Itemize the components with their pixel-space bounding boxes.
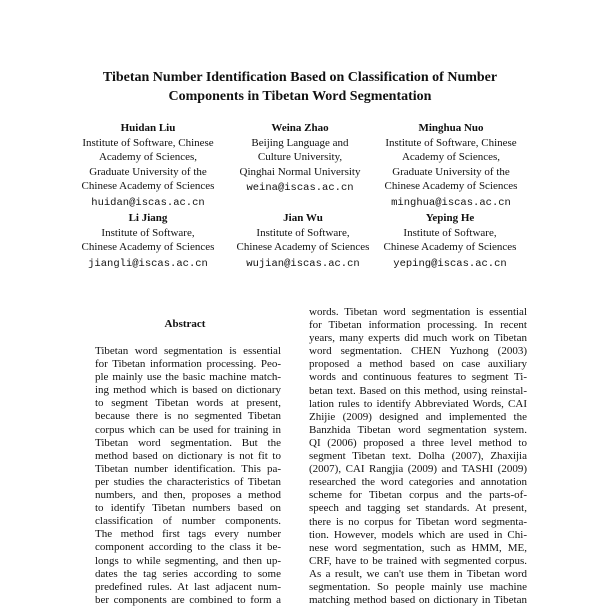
body-line: Zhijie (2009) designed and implemented the [309,410,527,423]
author-name: Weina Zhao [271,122,329,134]
author-affiliation: Graduate University of the [392,165,510,178]
abstract-line: Tibetan word segmentation. But the [95,436,281,449]
author-affiliation: Beijing Language and [251,136,349,149]
body-line: for Tibetan information processing. In recent [309,319,527,332]
author-affiliation: Culture University, [257,151,343,164]
title-line: Components in Tibetan Word Segmentation [168,89,432,104]
author-affiliation: Institute of Software, Chinese [385,136,517,149]
author-email: minghua@iscas.ac.cn [391,196,511,209]
author-affiliation: Chinese Academy of Sciences [236,241,370,254]
author-affiliation: Institute of Software, Chinese [82,136,214,149]
author-affiliation: Graduate University of the [89,165,207,178]
title-line: Tibetan Number Identification Based on Classification of Number [102,70,498,85]
body-line: segmentation. So people mainly use machine [309,580,527,593]
author-name: Huidan Liu [120,122,176,134]
body-line: nese word segmentation, such as HMM, ME, [309,541,527,554]
body-line: tion. However, models which are used in Chi- [309,528,527,541]
author-affiliation: Academy of Sciences, [98,151,198,164]
author-name: Yeping He [425,212,475,224]
author-email: huidan@iscas.ac.cn [91,196,205,209]
abstract-heading: Abstract [164,318,206,330]
author-affiliation: Chinese Academy of Sciences [384,180,518,193]
paper-title [40,68,560,106]
body-line: (2007), CAI Rangjia (2009) and TASHI (2009) [309,463,527,476]
body-line: speech and tagging set standards. At present, [309,502,527,515]
author-affiliation: Chinese Academy of Sciences [383,241,517,254]
abstract-line: to segment Tibetan words at present, [95,397,281,410]
author-affiliation: Chinese Academy of Sciences [81,180,215,193]
abstract-line: classification of number components. [95,515,281,528]
abstract-line: ple mainly use the basic machine match- [95,371,281,384]
author-affiliation: Institute of Software, [256,226,350,239]
abstract-line: longs to while segmenting, and then up- [95,554,281,567]
author-email: wujian@iscas.ac.cn [246,257,360,270]
abstract-line: method based on dictionary is not fit to [95,449,281,462]
author-affiliation: Qinghai Normal University [239,165,361,178]
abstract-line: per studies the characteristics of Tibetan [95,475,281,488]
author-block [68,121,228,211]
body-column-right [309,306,527,607]
abstract-line: for Tibetan information processing. Peo- [95,358,281,371]
body-line: words. Tibetan word segmentation is essential [309,306,527,318]
author-name: Minghua Nuo [418,122,484,134]
body-line: there is no corpus for Tibetan word segmenta- [309,515,527,528]
body-line: As a result, we can't use them in Tibetan word [309,567,527,580]
author-block [368,121,534,211]
abstract-line: component according to the class it be- [95,541,281,554]
body-line: QI (2006) proposed a three level method to [309,436,527,449]
author-affiliation: Institute of Software, [101,226,195,239]
abstract-line: ber components are combined to form a [95,593,281,606]
author-block [222,211,384,271]
body-line: proposed a method based on case auxiliary [309,358,527,371]
author-email: yeping@iscas.ac.cn [393,257,507,270]
author-email: jiangli@iscas.ac.cn [88,257,208,270]
body-line: researched the word categories and annotation [309,476,527,489]
abstract-line: numbers, and then, proposes a method [95,489,281,502]
author-affiliation: Academy of Sciences, [401,151,501,164]
body-line: lation rules to identify Abbreviated Words, CAI [309,397,527,410]
body-line: betan text. Based on this method, using reinstal- [309,384,527,397]
abstract-line: Tibetan number identification. This pa- [95,462,281,475]
body-line: scheme for Tibetan corpus and the parts-of- [309,489,527,502]
body-line: segment Tibetan text. Dolha (2007), Zhaxijia [309,450,527,463]
author-name: Li Jiang [128,212,168,224]
author-affiliation: Institute of Software, [403,226,497,239]
abstract-line: predefined rules. At last adjacent num- [95,580,281,593]
body-line: CRF, have to be trained with segmented corpus. [309,554,527,567]
body-line: Banzhida Tibetan word segmentation system. [309,423,527,436]
body-line: words and continuous features to segment Ti- [309,371,527,384]
abstract-line: ing method which is based on dictionary [95,384,281,397]
abstract-line: because there is no segmented Tibetan [95,410,281,423]
body-line: word segmentation. CHEN Yuzhong (2003) [309,345,527,358]
body-line: years, many experts did much work on Tibetan [309,332,527,345]
abstract-line: The method first tags every number [95,528,281,541]
author-block [220,121,380,196]
author-block [364,211,536,271]
abstract-line: to identify Tibetan numbers based on [95,502,281,515]
abstract-line: Tibetan word segmentation is essential [95,345,281,357]
author-name: Jian Wu [283,212,323,224]
author-email: weina@iscas.ac.cn [246,182,354,195]
author-block [68,211,228,271]
author-affiliation: Chinese Academy of Sciences [81,241,215,254]
abstract-body [95,345,281,607]
body-line: matching method based on dictionary in Tibetan [309,594,527,607]
abstract-line: dates the tag series according to some [95,567,281,580]
abstract-line: corpus which can be used for training in [95,423,281,436]
